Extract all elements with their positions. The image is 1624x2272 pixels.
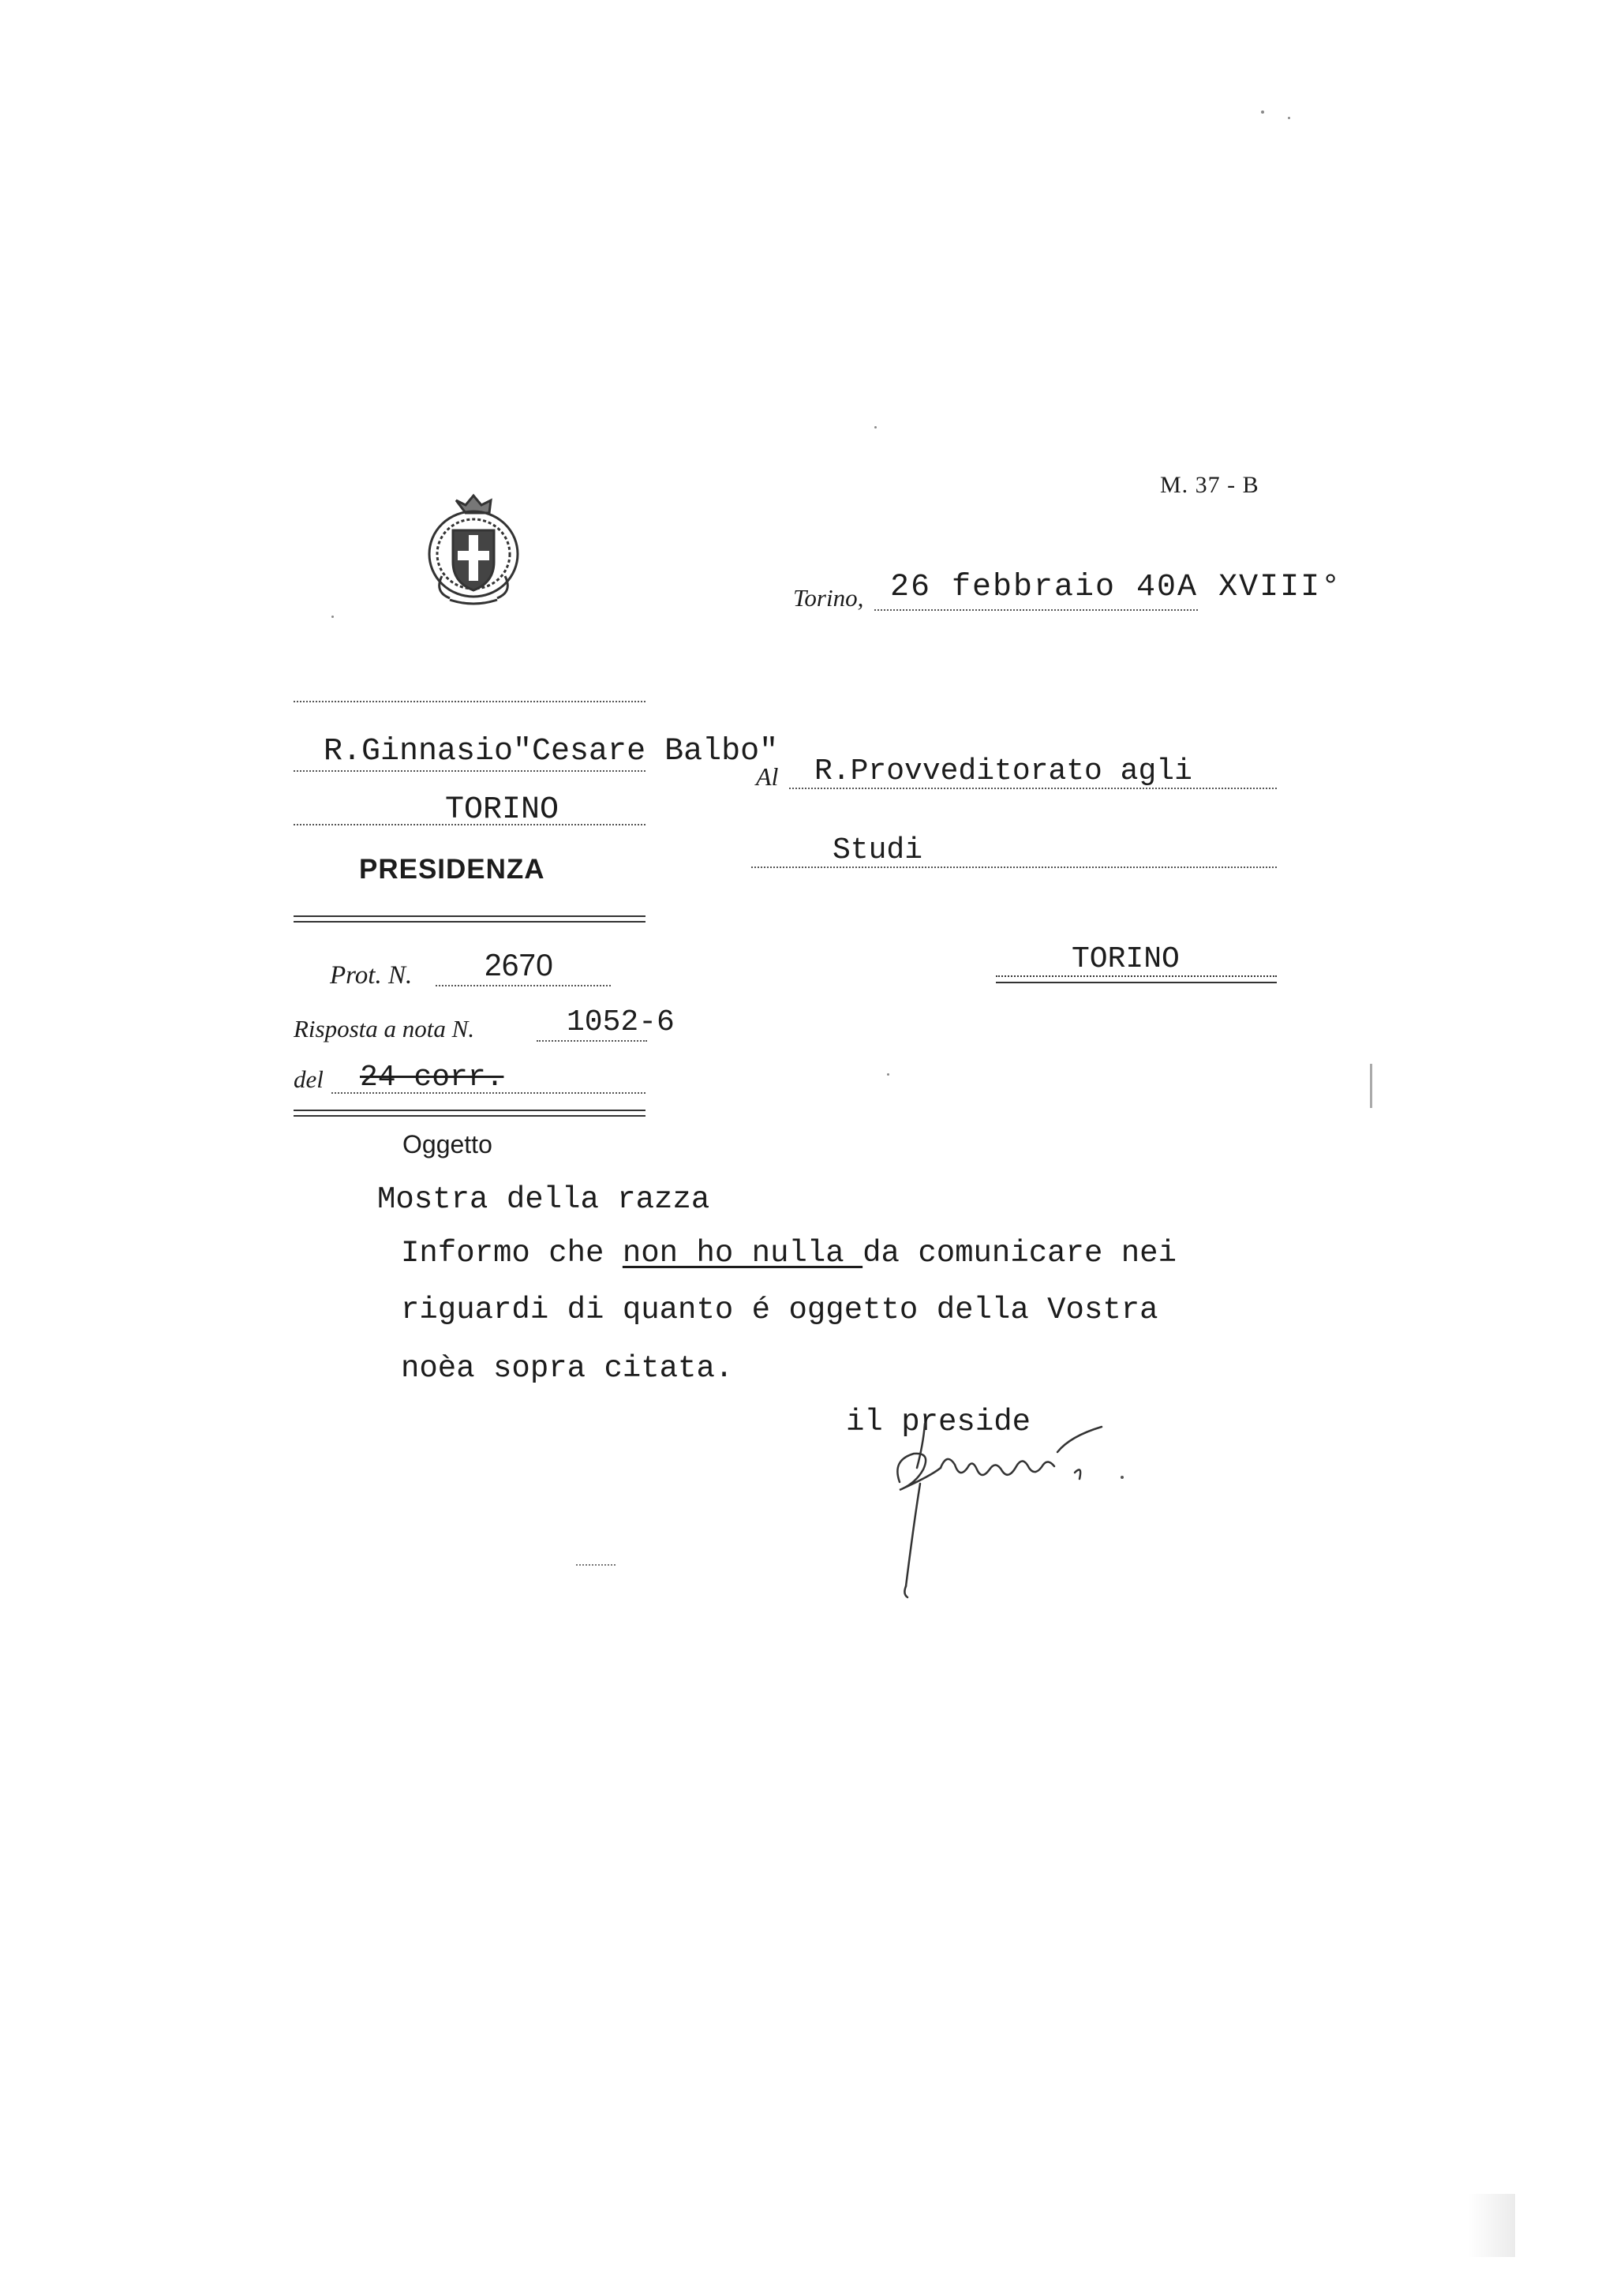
body-line-2: riguardi di quanto é oggetto della Vostra (401, 1293, 1158, 1327)
sender-institution: R.Ginnasio"Cesare Balbo" (324, 734, 779, 769)
date-dotted-line (874, 609, 1198, 611)
body-line-1 (401, 1236, 1177, 1271)
subject-label: Oggetto (402, 1130, 492, 1158)
sender-city: TORINO (445, 792, 559, 828)
body-line-1-end: da comunicare nei (863, 1236, 1177, 1271)
recipient-prefix: Al (756, 762, 779, 791)
handwritten-signature (868, 1420, 1136, 1602)
sender-institution-dotted-line (294, 770, 645, 772)
place-label: Torino, (793, 584, 864, 612)
body-line-1-start: Informo che (401, 1236, 623, 1271)
recipient-line1: R.Provveditorato agli (814, 754, 1192, 788)
form-code: M. 37 - B (1160, 472, 1259, 498)
prot-value: 2670 (485, 949, 553, 983)
prot-label: Prot. N. (330, 961, 413, 990)
del-label: del (294, 1065, 324, 1093)
body-line-3: noèa sopra citata. (401, 1351, 734, 1386)
recipient-line2: Studi (833, 833, 923, 867)
scan-mark (1370, 1064, 1372, 1108)
del-dotted-line (331, 1092, 645, 1094)
sender-city-dotted-line (294, 824, 645, 825)
scan-mark (1468, 2194, 1515, 2257)
scan-speck (874, 426, 877, 429)
scan-mark (576, 1563, 616, 1566)
closing-role: il preside (846, 1405, 1031, 1439)
sender-office: PRESIDENZA (359, 854, 545, 885)
date-value: 26 febbraio 40A XVIII° (890, 570, 1342, 605)
recipient-line1-dotted-line (789, 788, 1277, 789)
sender-double-rule (294, 915, 645, 923)
recipient-city-double-rule (996, 975, 1277, 983)
coat-of-arms-emblem (418, 489, 529, 608)
scan-speck (1288, 117, 1290, 119)
body-underlined-phrase: non ho nulla (622, 1236, 863, 1271)
reply-dotted-line (537, 1040, 647, 1042)
prot-dotted-line (436, 985, 611, 986)
scan-speck (331, 616, 334, 618)
scan-speck (887, 1073, 889, 1076)
sender-top-dotted-line (294, 701, 645, 702)
protocol-double-rule (294, 1110, 645, 1117)
recipient-line2-dotted-line (751, 867, 1277, 868)
reply-label: Risposta a nota N. (294, 1015, 475, 1042)
recipient-city: TORINO (1072, 942, 1180, 976)
del-value: 24 corr. (360, 1061, 504, 1095)
reply-value: 1052-6 (567, 1005, 675, 1039)
scan-speck (1261, 110, 1264, 114)
subject-text: Mostra della razza (377, 1182, 710, 1217)
